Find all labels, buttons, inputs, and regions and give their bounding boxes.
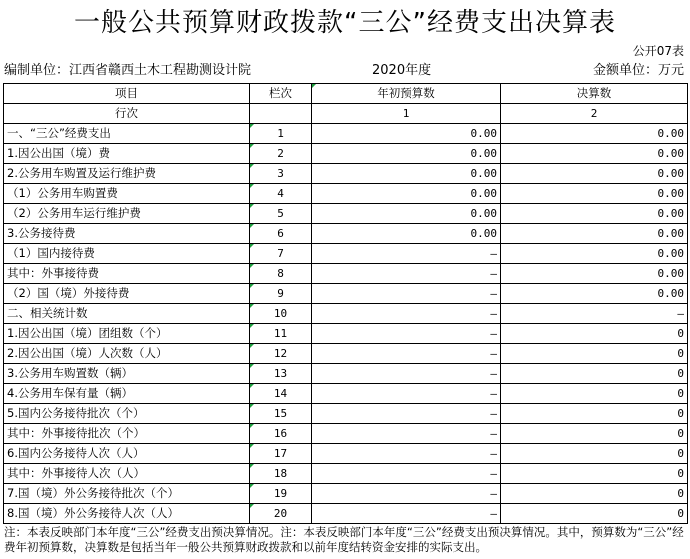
row-budget[interactable]: –: [312, 344, 501, 364]
expenditure-table: [3, 83, 688, 524]
row-col-no[interactable]: 18: [250, 464, 312, 484]
header-item[interactable]: 项目: [4, 84, 250, 104]
row-final[interactable]: 0: [501, 404, 688, 424]
row-budget[interactable]: 0.00: [312, 164, 501, 184]
row-budget[interactable]: –: [312, 504, 501, 524]
row-col-no[interactable]: 20: [250, 504, 312, 524]
table-row: [4, 464, 688, 484]
table-row: [4, 424, 688, 444]
money-unit: 金额单位：万元: [592, 63, 684, 78]
row-item[interactable]: 3.公务接待费: [4, 224, 250, 244]
row-final[interactable]: 0: [501, 324, 688, 344]
row-col-no[interactable]: 12: [250, 344, 312, 364]
row-item[interactable]: 一、“三公”经费支出: [4, 124, 250, 144]
row-item[interactable]: 3.公务用车购置数（辆）: [4, 364, 250, 384]
footnote: 注：本表反映部门本年度“三公”经费支出预决算情况。注：本表反映部门本年度“三公”经费支出预决算情况。其中，预算数为“三公”经费年初预算数，决算数是包括当年一般公共预算财政拨款和以前年度结转资金安排的实际支出。: [4, 525, 684, 554]
row-budget[interactable]: –: [312, 464, 501, 484]
header-col-no[interactable]: 栏次: [250, 84, 312, 104]
row-final[interactable]: 0: [501, 464, 688, 484]
row-col-no[interactable]: 10: [250, 304, 312, 324]
row-final[interactable]: 0.00: [501, 184, 688, 204]
subheader-row-no[interactable]: 行次: [4, 104, 250, 124]
fiscal-year: 2020年度: [372, 63, 432, 78]
row-budget[interactable]: –: [312, 444, 501, 464]
row-final[interactable]: 0.00: [501, 204, 688, 224]
table-row: [4, 224, 688, 244]
row-budget[interactable]: 0.00: [312, 144, 501, 164]
row-budget[interactable]: 0.00: [312, 124, 501, 144]
row-item[interactable]: 二、相关统计数: [4, 304, 250, 324]
row-item[interactable]: 其中：外事接待人次（人）: [4, 464, 250, 484]
row-col-no[interactable]: 8: [250, 264, 312, 284]
form-number: 公开07表: [632, 44, 684, 58]
row-col-no[interactable]: 15: [250, 404, 312, 424]
row-col-no[interactable]: 3: [250, 164, 312, 184]
table-row: [4, 184, 688, 204]
row-budget[interactable]: –: [312, 364, 501, 384]
subheader-final-no[interactable]: 2: [501, 104, 688, 124]
row-item[interactable]: 8.国（境）外公务接待人次（人）: [4, 504, 250, 524]
row-budget[interactable]: 0.00: [312, 224, 501, 244]
table-row: [4, 264, 688, 284]
row-item[interactable]: （1）公务用车购置费: [4, 184, 250, 204]
table-row: [4, 144, 688, 164]
row-budget[interactable]: –: [312, 424, 501, 444]
row-item[interactable]: 6.国内公务接待人次（人）: [4, 444, 250, 464]
table-row: [4, 164, 688, 184]
row-item[interactable]: （1）国内接待费: [4, 244, 250, 264]
table-row: [4, 364, 688, 384]
row-budget[interactable]: –: [312, 484, 501, 504]
row-final[interactable]: 0.00: [501, 264, 688, 284]
table-row: [4, 244, 688, 264]
row-col-no[interactable]: 7: [250, 244, 312, 264]
row-budget[interactable]: –: [312, 404, 501, 424]
table-row: [4, 444, 688, 464]
row-final[interactable]: 0: [501, 484, 688, 504]
row-final[interactable]: 0.00: [501, 244, 688, 264]
row-budget[interactable]: –: [312, 384, 501, 404]
row-item[interactable]: 2.因公出国（境）人次数（人）: [4, 344, 250, 364]
row-budget[interactable]: 0.00: [312, 204, 501, 224]
row-final[interactable]: 0.00: [501, 144, 688, 164]
table-row: [4, 284, 688, 304]
row-col-no[interactable]: 17: [250, 444, 312, 464]
page-title: 一般公共预算财政拨款“三公”经费支出决算表: [74, 8, 616, 38]
row-budget[interactable]: –: [312, 264, 501, 284]
row-col-no[interactable]: 4: [250, 184, 312, 204]
row-budget[interactable]: –: [312, 304, 501, 324]
subheader-blank[interactable]: [250, 104, 312, 124]
table-header-row: [4, 84, 688, 104]
compiling-unit: 编制单位：江西省赣西土木工程勘测设计院: [4, 63, 252, 78]
row-item[interactable]: 其中：外事接待批次（个）: [4, 424, 250, 444]
row-final[interactable]: 0: [501, 384, 688, 404]
row-col-no[interactable]: 13: [250, 364, 312, 384]
row-final[interactable]: 0: [501, 504, 688, 524]
subheader-budget-no[interactable]: 1: [312, 104, 501, 124]
header-final[interactable]: 决算数: [501, 84, 688, 104]
row-final[interactable]: 0: [501, 444, 688, 464]
row-item[interactable]: 2.公务用车购置及运行维护费: [4, 164, 250, 184]
table-row: [4, 484, 688, 504]
row-col-no[interactable]: 19: [250, 484, 312, 504]
row-item[interactable]: （2）公务用车运行维护费: [4, 204, 250, 224]
row-col-no[interactable]: 1: [250, 124, 312, 144]
row-item[interactable]: 4.公务用车保有量（辆）: [4, 384, 250, 404]
row-final[interactable]: 0.00: [501, 124, 688, 144]
row-budget[interactable]: 0.00: [312, 184, 501, 204]
table-row: [4, 344, 688, 364]
row-col-no[interactable]: 14: [250, 384, 312, 404]
row-col-no[interactable]: 2: [250, 144, 312, 164]
table-subheader-row: [4, 104, 688, 124]
row-final[interactable]: 0: [501, 364, 688, 384]
table-row: [4, 124, 688, 144]
row-col-no[interactable]: 6: [250, 224, 312, 244]
table-row: [4, 204, 688, 224]
row-item[interactable]: 其中：外事接待费: [4, 264, 250, 284]
table-row: [4, 304, 688, 324]
row-budget[interactable]: –: [312, 244, 501, 264]
row-budget[interactable]: –: [312, 284, 501, 304]
row-col-no[interactable]: 9: [250, 284, 312, 304]
row-item[interactable]: 1.因公出国（境）团组数（个）: [4, 324, 250, 344]
header-budget[interactable]: 年初预算数: [312, 84, 501, 104]
row-final[interactable]: 0.00: [501, 224, 688, 244]
row-item[interactable]: （2）国（境）外接待费: [4, 284, 250, 304]
row-item[interactable]: 1.因公出国（境）费: [4, 144, 250, 164]
table-row: [4, 404, 688, 424]
table-row: [4, 504, 688, 524]
row-item[interactable]: 5.国内公务接待批次（个）: [4, 404, 250, 424]
row-col-no[interactable]: 16: [250, 424, 312, 444]
row-final[interactable]: –: [501, 304, 688, 324]
row-col-no[interactable]: 11: [250, 324, 312, 344]
table-row: [4, 324, 688, 344]
row-final[interactable]: 0: [501, 344, 688, 364]
row-col-no[interactable]: 5: [250, 204, 312, 224]
row-item[interactable]: 7.国（境）外公务接待批次（个）: [4, 484, 250, 504]
row-final[interactable]: 0.00: [501, 164, 688, 184]
row-final[interactable]: 0.00: [501, 284, 688, 304]
table-row: [4, 384, 688, 404]
row-final[interactable]: 0: [501, 424, 688, 444]
row-budget[interactable]: –: [312, 324, 501, 344]
